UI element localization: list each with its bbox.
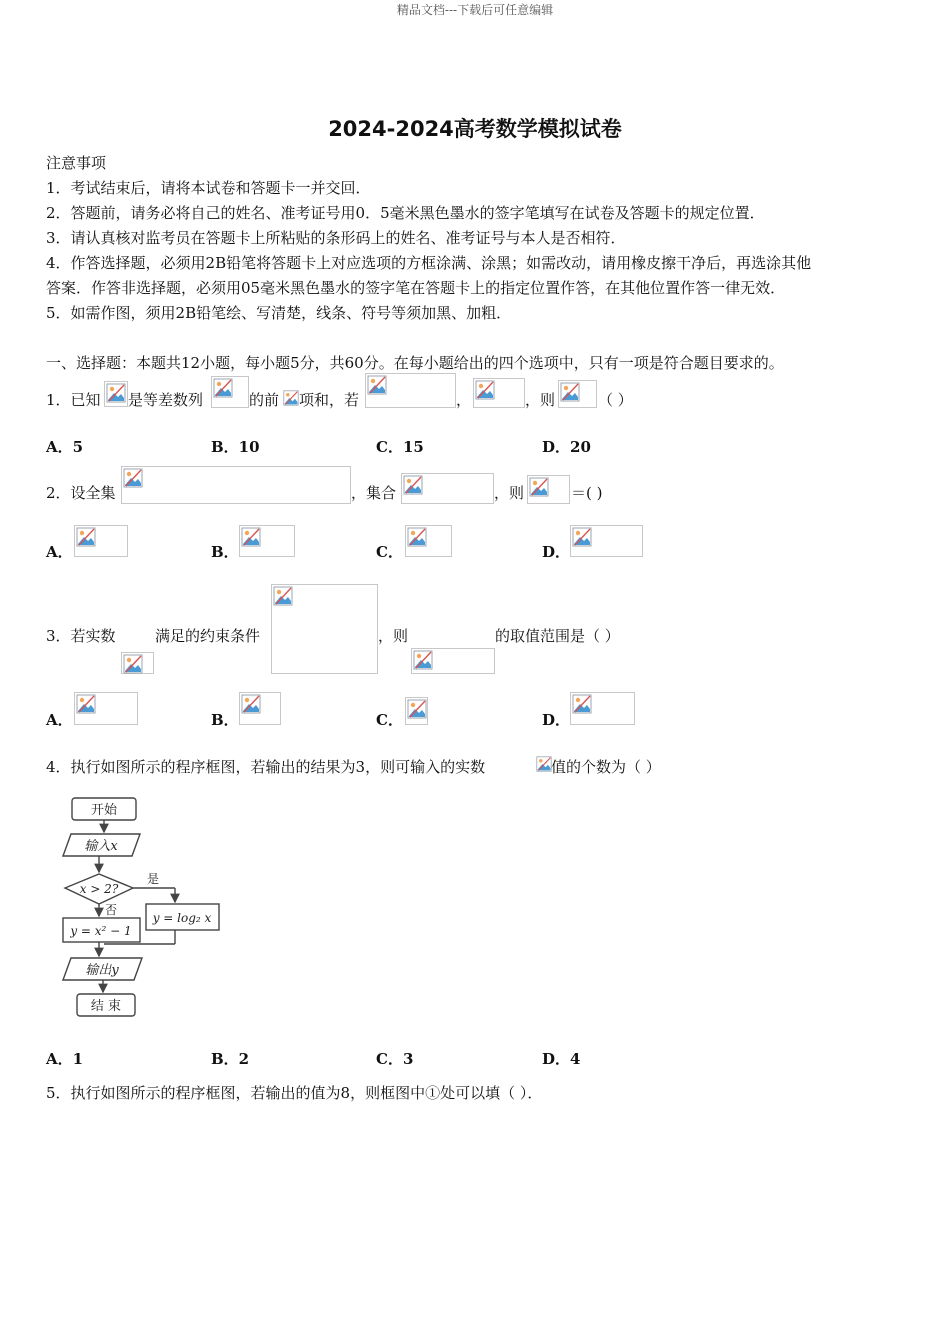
q1-option-d: D．20	[542, 438, 591, 456]
notice-item: 3．请认真核对监考员在答题卡上所粘贴的条形码上的姓名、准考证号与本人是否相符．	[46, 229, 626, 247]
broken-image-icon	[407, 699, 427, 719]
q1-text: 是等差数列	[128, 391, 204, 409]
q4-text: 4．执行如图所示的程序框图，若输出的结果为3，则可输入的实数	[46, 758, 486, 776]
q5-text: 5．执行如图所示的程序框图，若输出的值为8，则框图中①处可以填（ ）．	[46, 1084, 543, 1102]
formula-image	[570, 525, 643, 557]
q3-text: 3．若实数	[46, 627, 116, 645]
q1-option-b: B．10	[211, 438, 260, 456]
q3-option-b: B．	[211, 711, 239, 729]
q2-option-c: C．	[376, 543, 403, 561]
broken-image-icon	[283, 390, 299, 406]
formula-image	[104, 381, 128, 407]
broken-image-icon	[123, 654, 143, 674]
q3-text: 满足的约束条件	[155, 627, 261, 645]
broken-image-icon	[536, 756, 552, 772]
flow-right-label: y = log₂ x	[152, 911, 212, 925]
q2-text: ，集合	[351, 484, 397, 502]
q2-option-b: B．	[211, 543, 239, 561]
notice-item: 2．答题前，请务必将自己的姓名、准考证号用0．5毫米黑色墨水的签字笔填写在试卷及答题卡的规定位置．	[46, 204, 765, 222]
formula-image	[74, 525, 128, 557]
flow-no-label: 否	[105, 903, 118, 917]
q3-option-a: A．	[46, 711, 73, 729]
q1-option-a: A．5	[46, 438, 84, 456]
q1-text: ，则	[525, 391, 556, 409]
formula-image	[473, 378, 525, 408]
formula-image	[401, 473, 494, 504]
q2-option-d: D．	[542, 543, 571, 561]
formula-image	[405, 525, 452, 557]
broken-image-icon	[367, 375, 387, 395]
broken-image-icon	[241, 527, 261, 547]
q3-text: ，则	[378, 627, 409, 645]
q2-text: ＝( )	[571, 484, 603, 502]
q1-text: 的前	[249, 391, 280, 409]
q2-option-a: A．	[46, 543, 73, 561]
flowchart	[55, 794, 230, 1024]
broken-image-icon	[407, 527, 427, 547]
formula-image	[74, 692, 138, 725]
formula-image	[239, 692, 281, 725]
q1-text: 1．已知	[46, 391, 101, 409]
broken-image-icon	[76, 527, 96, 547]
q1-option-c: C．15	[376, 438, 424, 456]
notice-item: 4．作答选择题，必须用2B铅笔将答题卡上对应选项的方框涂满、涂黑；如需改动，请用橡皮擦干净后，再选涂其他	[46, 254, 812, 272]
broken-image-icon	[529, 477, 549, 497]
broken-image-icon	[273, 586, 293, 606]
formula-image	[535, 755, 551, 773]
notice-item: 答案．作答非选择题，必须用05毫米黑色墨水的签字笔在答题卡上的指定位置作答，在其他位置作答一律无效．	[46, 279, 786, 297]
section-heading: 一、选择题：本题共12小题，每小题5分，共60分。在每小题给出的四个选项中，只有一项是符合题目要求的。	[46, 354, 784, 372]
flow-output-label: 输出y	[85, 963, 119, 978]
flow-yes-label: 是	[147, 872, 160, 886]
broken-image-icon	[123, 468, 143, 488]
formula-image	[570, 692, 635, 725]
broken-image-icon	[572, 694, 592, 714]
q3-option-c: C．	[376, 711, 403, 729]
broken-image-icon	[572, 527, 592, 547]
flow-input-label: 输入x	[84, 839, 118, 854]
flow-left-label: y = x² − 1	[70, 924, 132, 938]
formula-image	[282, 389, 298, 407]
formula-image	[271, 584, 378, 674]
broken-image-icon	[76, 694, 96, 714]
formula-image	[527, 475, 570, 504]
formula-image	[121, 466, 351, 504]
notice-item: 5．如需作图，须用2B铅笔绘、写清楚，线条、符号等须加黑、加粗．	[46, 304, 512, 322]
formula-image	[239, 525, 295, 557]
flow-start-label: 开始	[90, 803, 118, 818]
q1-text: （ ）	[598, 391, 633, 409]
broken-image-icon	[241, 694, 261, 714]
formula-image	[121, 652, 154, 674]
q4-option-d: D．4	[542, 1050, 581, 1068]
flow-cond-label: x > 2?	[79, 882, 119, 896]
page-header: 精品文档---下载后可任意编辑	[396, 3, 554, 17]
formula-image	[411, 648, 495, 674]
formula-image	[211, 376, 249, 408]
formula-image	[558, 380, 597, 408]
broken-image-icon	[475, 380, 495, 400]
notice-heading: 注意事项	[46, 154, 107, 172]
broken-image-icon	[213, 378, 233, 398]
q2-text: ，则	[494, 484, 525, 502]
q3-text: 的取值范围是（ ）	[495, 627, 620, 645]
broken-image-icon	[413, 650, 433, 670]
q4-option-a: A．1	[46, 1050, 84, 1068]
q4-option-c: C．3	[376, 1050, 414, 1068]
q3-option-d: D．	[542, 711, 571, 729]
formula-image	[405, 697, 428, 725]
broken-image-icon	[106, 383, 126, 403]
q1-text: 项和，若	[299, 391, 360, 409]
formula-image	[365, 373, 456, 408]
page-title: 2024-2024高考数学模拟试卷	[328, 117, 622, 141]
q4-option-b: B．2	[211, 1050, 250, 1068]
q1-text: ，	[456, 391, 472, 409]
q2-text: 2．设全集	[46, 484, 116, 502]
broken-image-icon	[403, 475, 423, 495]
flow-end-label: 结 束	[90, 999, 122, 1014]
broken-image-icon	[560, 382, 580, 402]
q4-text: 值的个数为（ ）	[551, 758, 661, 776]
notice-item: 1．考试结束后，请将本试卷和答题卡一并交回．	[46, 179, 371, 197]
